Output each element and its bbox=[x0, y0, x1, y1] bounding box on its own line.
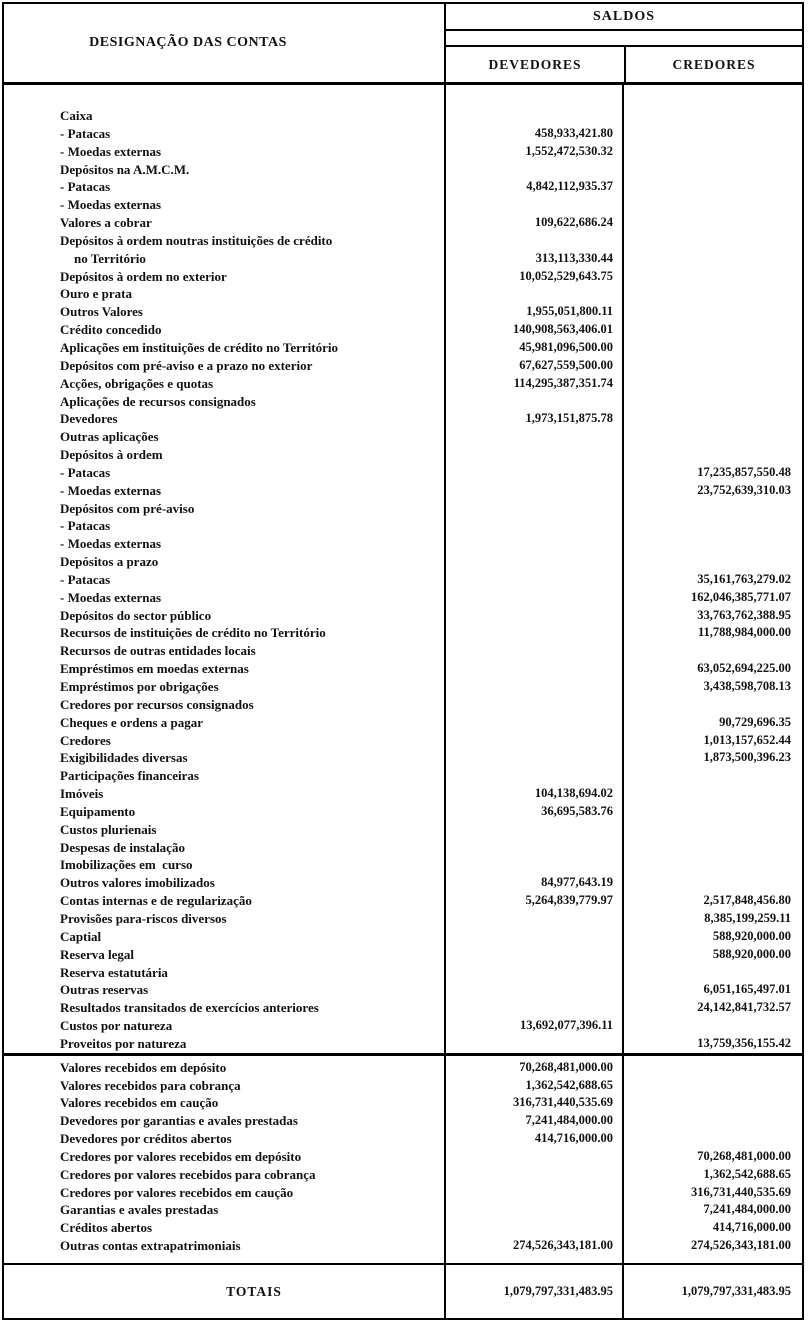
credores-value bbox=[622, 214, 802, 232]
table-row bbox=[4, 303, 802, 321]
devedores-value bbox=[444, 999, 622, 1017]
devedores-value bbox=[444, 1201, 622, 1219]
table-row bbox=[4, 214, 802, 232]
table-row bbox=[4, 196, 802, 214]
account-label: Despesas de instalação bbox=[60, 839, 185, 855]
credores-value bbox=[622, 856, 802, 874]
devedores-value bbox=[444, 196, 622, 214]
devedores-value: 84,977,643.19 bbox=[444, 874, 622, 892]
devedores-value bbox=[444, 571, 622, 589]
account-label: - Moedas externas bbox=[60, 589, 162, 605]
table-row bbox=[4, 660, 802, 678]
credores-value: 6,051,165,497.01 bbox=[622, 981, 802, 999]
account-label: Devedores por garantias e avales prestadas bbox=[60, 1113, 298, 1129]
devedores-value bbox=[444, 910, 622, 928]
credores-value bbox=[622, 161, 802, 179]
credores-value: 3,438,598,708.13 bbox=[622, 678, 802, 696]
table-row bbox=[4, 642, 802, 660]
account-label: Aplicações em instituições de crédito no Território bbox=[60, 339, 339, 355]
credores-value: 13,759,356,155.42 bbox=[622, 1035, 802, 1053]
credores-value bbox=[622, 553, 802, 571]
table-row bbox=[4, 1219, 802, 1237]
table-row bbox=[4, 803, 802, 821]
account-label: Acções, obrigações e quotas bbox=[60, 375, 214, 391]
account-label: - Moedas externas bbox=[60, 536, 162, 552]
credores-value: 24,142,841,732.57 bbox=[622, 999, 802, 1017]
devedores-value bbox=[444, 856, 622, 874]
account-label: - Patacas bbox=[60, 125, 111, 141]
devedores-value: 313,113,330.44 bbox=[444, 250, 622, 268]
devedores-value bbox=[444, 732, 622, 750]
account-label: Exigibilidades diversas bbox=[60, 750, 188, 766]
account-label: Valores recebidos em depósito bbox=[60, 1059, 227, 1075]
account-label: - Moedas externas bbox=[60, 197, 162, 213]
devedores-value: 114,295,387,351.74 bbox=[444, 375, 622, 393]
credores-value bbox=[622, 964, 802, 982]
credores-value bbox=[622, 1112, 802, 1130]
table-row bbox=[4, 1166, 802, 1184]
credores-value bbox=[622, 268, 802, 286]
devedores-value: 1,955,051,800.11 bbox=[444, 303, 622, 321]
devedores-value bbox=[444, 1166, 622, 1184]
devedores-value bbox=[444, 696, 622, 714]
credores-value bbox=[622, 339, 802, 357]
account-label: Outras reservas bbox=[60, 982, 149, 998]
table-row bbox=[4, 589, 802, 607]
credores-value bbox=[622, 375, 802, 393]
account-label: Equipamento bbox=[60, 803, 136, 819]
devedores-value bbox=[444, 624, 622, 642]
credores-value bbox=[622, 393, 802, 411]
credores-value bbox=[622, 178, 802, 196]
devedores-value bbox=[444, 767, 622, 785]
account-label: Reserva estatutária bbox=[60, 964, 168, 980]
table-row bbox=[4, 1130, 802, 1148]
credores-value bbox=[622, 696, 802, 714]
credores-value bbox=[622, 1017, 802, 1035]
credores-value: 414,716,000.00 bbox=[622, 1219, 802, 1237]
credores-value bbox=[622, 321, 802, 339]
totals-credores-value: 1,079,797,331,483.95 bbox=[622, 1265, 802, 1318]
table-row bbox=[4, 821, 802, 839]
spacer-row bbox=[4, 85, 802, 107]
devedores-value bbox=[444, 393, 622, 411]
devedores-value bbox=[444, 946, 622, 964]
devedores-value: 36,695,583.76 bbox=[444, 803, 622, 821]
table-row bbox=[4, 357, 802, 375]
credores-value bbox=[622, 285, 802, 303]
table-row bbox=[4, 250, 802, 268]
table-row bbox=[4, 1077, 802, 1095]
account-label: Recursos de instituições de crédito no Território bbox=[60, 625, 326, 641]
devedores-value bbox=[444, 107, 622, 125]
devedores-value bbox=[444, 839, 622, 857]
credores-value: 90,729,696.35 bbox=[622, 714, 802, 732]
devedores-value bbox=[444, 1148, 622, 1166]
devedores-value: 458,933,421.80 bbox=[444, 125, 622, 143]
table-row bbox=[4, 553, 802, 571]
credores-value bbox=[622, 196, 802, 214]
table-row bbox=[4, 981, 802, 999]
account-label: Créditos abertos bbox=[60, 1220, 153, 1236]
devedores-value: 414,716,000.00 bbox=[444, 1130, 622, 1148]
devedores-value bbox=[444, 928, 622, 946]
devedores-value bbox=[444, 981, 622, 999]
credores-value bbox=[622, 803, 802, 821]
devedores-value: 45,981,096,500.00 bbox=[444, 339, 622, 357]
account-label: - Patacas bbox=[60, 179, 111, 195]
totals-label: TOTAIS bbox=[226, 1283, 282, 1299]
account-label: - Moedas externas bbox=[60, 143, 162, 159]
devedores-value bbox=[444, 678, 622, 696]
table-row bbox=[4, 1237, 802, 1255]
table-row bbox=[4, 964, 802, 982]
designation-column-header: DESIGNAÇÃO DAS CONTAS bbox=[89, 35, 287, 50]
devedores-value bbox=[444, 642, 622, 660]
table-row bbox=[4, 785, 802, 803]
credores-value: 17,235,857,550.48 bbox=[622, 464, 802, 482]
account-label: Crédito concedido bbox=[60, 322, 162, 338]
devedores-value bbox=[444, 964, 622, 982]
credores-value bbox=[622, 107, 802, 125]
table-row bbox=[4, 749, 802, 767]
credores-value bbox=[622, 767, 802, 785]
credores-value: 1,013,157,652.44 bbox=[622, 732, 802, 750]
table-row bbox=[4, 178, 802, 196]
account-label: Outros valores imobilizados bbox=[60, 875, 215, 891]
table-row bbox=[4, 856, 802, 874]
credores-value bbox=[622, 303, 802, 321]
devedores-value bbox=[444, 464, 622, 482]
table-row bbox=[4, 428, 802, 446]
balance-table bbox=[2, 2, 804, 1320]
totals-devedores-value: 1,079,797,331,483.95 bbox=[444, 1265, 622, 1318]
table-row bbox=[4, 1148, 802, 1166]
devedores-value bbox=[444, 821, 622, 839]
devedores-value bbox=[444, 553, 622, 571]
account-label: Empréstimos por obrigações bbox=[60, 679, 219, 694]
devedores-value bbox=[444, 749, 622, 767]
table-row bbox=[4, 624, 802, 642]
devedores-value: 5,264,839,779.97 bbox=[444, 892, 622, 910]
devedores-value bbox=[444, 232, 622, 250]
account-label: Depósitos à ordem bbox=[60, 447, 163, 463]
credores-value: 162,046,385,771.07 bbox=[622, 589, 802, 607]
devedores-value bbox=[444, 660, 622, 678]
table-row bbox=[4, 1184, 802, 1202]
credores-value: 2,517,848,456.80 bbox=[622, 892, 802, 910]
account-label: Custos plurienais bbox=[60, 821, 157, 837]
table-row bbox=[4, 714, 802, 732]
credores-value: 63,052,694,225.00 bbox=[622, 660, 802, 678]
credores-value bbox=[622, 357, 802, 375]
credores-value bbox=[622, 1130, 802, 1148]
saldos-header: SALDOS bbox=[446, 4, 802, 31]
account-label: Depósitos à ordem noutras instituições de crédito bbox=[60, 232, 333, 248]
credores-value bbox=[622, 517, 802, 535]
account-label: Valores a cobrar bbox=[60, 215, 152, 231]
account-label: Outros Valores bbox=[60, 304, 143, 320]
account-label: - Patacas bbox=[60, 518, 111, 534]
table-row bbox=[4, 1059, 802, 1077]
credores-value: 70,268,481,000.00 bbox=[622, 1148, 802, 1166]
table-row bbox=[4, 892, 802, 910]
credores-value: 11,788,984,000.00 bbox=[622, 624, 802, 642]
credores-value: 274,526,343,181.00 bbox=[622, 1237, 802, 1255]
credores-value bbox=[622, 446, 802, 464]
table-header bbox=[4, 4, 802, 85]
credores-value bbox=[622, 1077, 802, 1095]
account-label: Captial bbox=[60, 928, 102, 944]
devedores-value bbox=[444, 607, 622, 625]
credores-value bbox=[622, 232, 802, 250]
credores-value bbox=[622, 1059, 802, 1077]
account-label: Outras aplicações bbox=[60, 429, 159, 445]
devedores-value bbox=[444, 1184, 622, 1202]
account-label: - Patacas bbox=[60, 571, 111, 587]
account-label: Reserva legal bbox=[60, 946, 135, 962]
account-label: Aplicações de recursos consignados bbox=[60, 393, 256, 409]
table-row bbox=[4, 500, 802, 518]
table-row bbox=[4, 946, 802, 964]
table-row bbox=[4, 232, 802, 250]
account-label: Valores recebidos para cobrança bbox=[60, 1077, 241, 1093]
account-label: Depósitos com pré-aviso bbox=[60, 500, 195, 516]
devedores-value: 316,731,440,535.69 bbox=[444, 1094, 622, 1112]
devedores-value: 13,692,077,396.11 bbox=[444, 1017, 622, 1035]
devedores-value: 274,526,343,181.00 bbox=[444, 1237, 622, 1255]
devedores-value: 70,268,481,000.00 bbox=[444, 1059, 622, 1077]
table-row bbox=[4, 1201, 802, 1219]
devedores-value: 4,842,112,935.37 bbox=[444, 178, 622, 196]
credores-value: 33,763,762,388.95 bbox=[622, 607, 802, 625]
account-label: Credores por valores recebidos em caução bbox=[60, 1184, 294, 1200]
account-label: Imóveis bbox=[60, 786, 104, 802]
table-row bbox=[4, 161, 802, 179]
account-label: Participações financeiras bbox=[60, 768, 199, 784]
credores-value: 1,362,542,688.65 bbox=[622, 1166, 802, 1184]
table-row bbox=[4, 1017, 802, 1035]
devedores-value: 1,552,472,530.32 bbox=[444, 143, 622, 161]
table-row bbox=[4, 517, 802, 535]
table-row bbox=[4, 393, 802, 411]
main-accounts-section bbox=[4, 85, 802, 1053]
credores-value bbox=[622, 250, 802, 268]
credores-value bbox=[622, 839, 802, 857]
table-row bbox=[4, 285, 802, 303]
credores-value: 588,920,000.00 bbox=[622, 946, 802, 964]
devedores-value bbox=[444, 446, 622, 464]
devedores-value bbox=[444, 1035, 622, 1053]
account-label: Devedores por créditos abertos bbox=[60, 1131, 232, 1147]
account-label: Depósitos a prazo bbox=[60, 554, 159, 570]
table-row bbox=[4, 535, 802, 553]
devedores-value: 7,241,484,000.00 bbox=[444, 1112, 622, 1130]
account-label: Depósitos com pré-aviso e a prazo no exterior bbox=[60, 357, 313, 373]
account-label: Proveitos por natureza bbox=[60, 1035, 187, 1051]
credores-value: 1,873,500,396.23 bbox=[622, 749, 802, 767]
totals-row bbox=[4, 1265, 802, 1318]
account-label: Credores por recursos consignados bbox=[60, 696, 254, 712]
devedores-value bbox=[444, 285, 622, 303]
table-row bbox=[4, 107, 802, 125]
devedores-value: 104,138,694.02 bbox=[444, 785, 622, 803]
account-label: - Patacas bbox=[60, 464, 111, 480]
devedores-value: 1,362,542,688.65 bbox=[444, 1077, 622, 1095]
devedores-value bbox=[444, 517, 622, 535]
account-label: Cheques e ordens a pagar bbox=[60, 714, 204, 730]
extrapatrimonial-section bbox=[4, 1056, 802, 1255]
account-label: Depósitos do sector público bbox=[60, 607, 212, 623]
table-row bbox=[4, 1035, 802, 1053]
table-row bbox=[4, 696, 802, 714]
table-row bbox=[4, 928, 802, 946]
account-label: - Moedas externas bbox=[60, 482, 162, 498]
devedores-value: 1,973,151,875.78 bbox=[444, 410, 622, 428]
credores-value bbox=[622, 410, 802, 428]
table-row bbox=[4, 767, 802, 785]
table-row bbox=[4, 125, 802, 143]
table-row bbox=[4, 571, 802, 589]
credores-value: 8,385,199,259.11 bbox=[622, 910, 802, 928]
table-row bbox=[4, 874, 802, 892]
devedores-column-header: DEVEDORES bbox=[488, 56, 582, 72]
account-label: Recursos de outras entidades locais bbox=[60, 643, 256, 659]
table-row bbox=[4, 482, 802, 500]
table-row bbox=[4, 339, 802, 357]
account-label: Depósitos à ordem no exterior bbox=[60, 268, 227, 284]
credores-value bbox=[622, 535, 802, 553]
devedores-value bbox=[444, 428, 622, 446]
table-row bbox=[4, 410, 802, 428]
account-label: Resultados transitados de exercícios anteriores bbox=[60, 1000, 319, 1016]
account-label: Contas internas e de regularização bbox=[60, 893, 252, 909]
table-row bbox=[4, 1094, 802, 1112]
devedores-value bbox=[444, 1219, 622, 1237]
devedores-value bbox=[444, 482, 622, 500]
table-row bbox=[4, 321, 802, 339]
credores-value: 35,161,763,279.02 bbox=[622, 571, 802, 589]
table-row bbox=[4, 999, 802, 1017]
account-label: Outras contas extrapatrimoniais bbox=[60, 1238, 241, 1254]
account-label: Empréstimos em moedas externas bbox=[60, 661, 249, 677]
spacer-row bbox=[4, 1255, 802, 1263]
credores-value bbox=[622, 642, 802, 660]
account-label: Credores por valores recebidos em depósito bbox=[60, 1148, 302, 1164]
credores-value bbox=[622, 428, 802, 446]
header-gap-band bbox=[446, 31, 802, 47]
table-row bbox=[4, 607, 802, 625]
account-label: Imobilizações em curso bbox=[60, 857, 193, 873]
table-row bbox=[4, 268, 802, 286]
account-label: Caixa bbox=[60, 108, 93, 123]
account-label: no Território bbox=[74, 250, 146, 266]
table-row bbox=[4, 464, 802, 482]
credores-value bbox=[622, 500, 802, 518]
account-label: Devedores bbox=[60, 411, 118, 427]
devedores-value: 67,627,559,500.00 bbox=[444, 357, 622, 375]
account-label: Credores por valores recebidos para cobrança bbox=[60, 1166, 316, 1182]
account-label: Valores recebidos em caução bbox=[60, 1095, 219, 1111]
devedores-value: 109,622,686.24 bbox=[444, 214, 622, 232]
table-row bbox=[4, 446, 802, 464]
devedores-value bbox=[444, 714, 622, 732]
table-row bbox=[4, 732, 802, 750]
account-label: Depósitos na A.M.C.M. bbox=[60, 161, 190, 177]
table-row bbox=[4, 375, 802, 393]
devedores-value bbox=[444, 161, 622, 179]
table-row bbox=[4, 678, 802, 696]
credores-value bbox=[622, 874, 802, 892]
table-row bbox=[4, 143, 802, 161]
devedores-value: 10,052,529,643.75 bbox=[444, 268, 622, 286]
credores-value: 588,920,000.00 bbox=[622, 928, 802, 946]
account-label: Provisões para-riscos diversos bbox=[60, 910, 227, 926]
credores-value bbox=[622, 785, 802, 803]
table-row bbox=[4, 1112, 802, 1130]
credores-value bbox=[622, 1094, 802, 1112]
table-row bbox=[4, 910, 802, 928]
credores-value: 7,241,484,000.00 bbox=[622, 1201, 802, 1219]
credores-value: 316,731,440,535.69 bbox=[622, 1184, 802, 1202]
table-row bbox=[4, 839, 802, 857]
credores-value: 23,752,639,310.03 bbox=[622, 482, 802, 500]
saldos-header-group bbox=[444, 4, 802, 82]
account-label: Custos por natureza bbox=[60, 1018, 173, 1034]
credores-value bbox=[622, 143, 802, 161]
account-label: Credores bbox=[60, 732, 111, 748]
devedores-value bbox=[444, 500, 622, 518]
credores-column-header: CREDORES bbox=[624, 47, 802, 82]
account-label: Ouro e prata bbox=[60, 286, 132, 302]
account-label: Garantias e avales prestadas bbox=[60, 1202, 219, 1218]
devedores-value: 140,908,563,406.01 bbox=[444, 321, 622, 339]
devedores-value bbox=[444, 589, 622, 607]
credores-value bbox=[622, 821, 802, 839]
credores-value bbox=[622, 125, 802, 143]
balance-subheaders bbox=[446, 47, 802, 82]
devedores-value bbox=[444, 535, 622, 553]
